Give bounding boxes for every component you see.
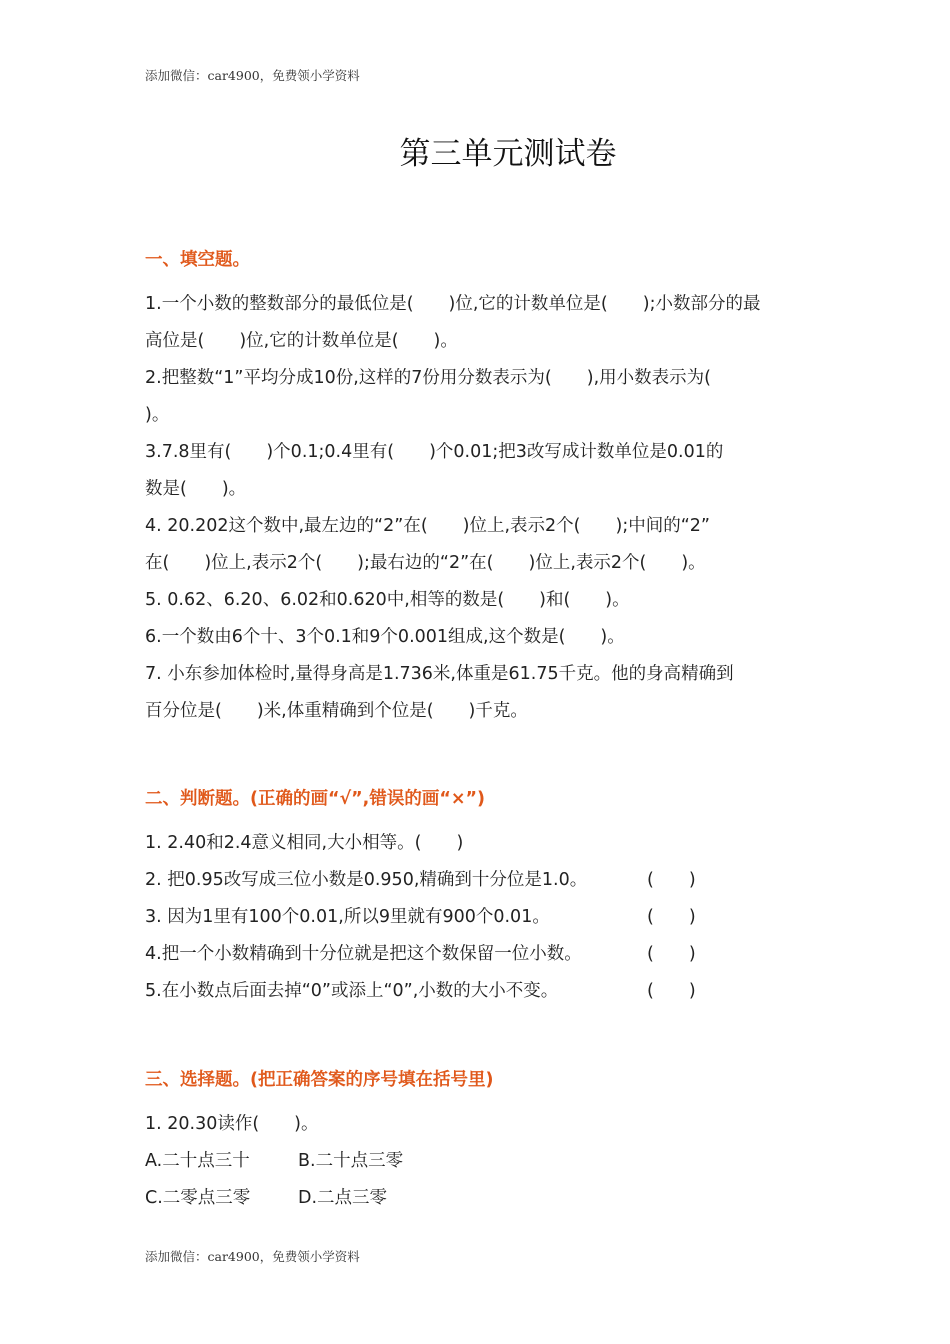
option-b: B.二十点三零	[298, 1151, 404, 1171]
section-heading-multiple-choice: 三、选择题。(把正确答案的序号填在括号里)	[145, 1070, 494, 1090]
question-line: 4. 20.202这个数中,最左边的“2”在( )位上,表示2个( );中间的“2”	[145, 516, 710, 536]
judge-item	[145, 936, 815, 973]
choice-question: 1. 20.30读作( )。	[145, 1114, 319, 1134]
footer-watermark: 添加微信：car4900，免费领小学资料	[145, 1249, 360, 1264]
question-line: 数是( )。	[145, 479, 247, 499]
option-c: C.二零点三零	[145, 1188, 251, 1208]
question-line: )。	[145, 405, 170, 425]
judge-text: 3. 因为1里有100个0.01,所以9里就有900个0.01。	[145, 907, 550, 927]
option-row	[145, 1180, 815, 1217]
answer-bracket: ( )	[647, 944, 696, 964]
option-a: A.二十点三十	[145, 1151, 250, 1171]
fill-blank-questions	[145, 286, 815, 730]
judge-item	[145, 825, 815, 862]
answer-bracket: ( )	[647, 870, 696, 890]
question-line: 高位是( )位,它的计数单位是( )。	[145, 331, 458, 351]
question-line: 3.7.8里有( )个0.1;0.4里有( )个0.01;把3改写成计数单位是0.01的	[145, 442, 724, 462]
question-line: 百分位是( )米,体重精确到个位是( )千克。	[145, 701, 528, 721]
judge-item	[145, 899, 815, 936]
page-title: 第三单元测试卷	[399, 136, 617, 172]
question-line: 1.一个小数的整数部分的最低位是( )位,它的计数单位是( );小数部分的最	[145, 294, 761, 314]
judge-text: 2. 把0.95改写成三位小数是0.950,精确到十分位是1.0。	[145, 870, 588, 890]
question-line: 在( )位上,表示2个( );最右边的“2”在( )位上,表示2个( )。	[145, 553, 706, 573]
option-d: D.二点三零	[298, 1188, 388, 1208]
multiple-choice-questions	[145, 1106, 815, 1217]
question-line: 2.把整数“1”平均分成10份,这样的7份用分数表示为( ),用小数表示为(	[145, 368, 711, 388]
section-heading-fill-blank: 一、填空题。	[145, 250, 250, 270]
answer-bracket: ( )	[647, 981, 696, 1001]
option-row	[145, 1143, 815, 1180]
question-line: 7. 小东参加体检时,量得身高是1.736米,体重是61.75千克。他的身高精确到	[145, 664, 734, 684]
true-false-questions	[145, 825, 815, 1010]
judge-item	[145, 973, 815, 1010]
answer-bracket: ( )	[647, 907, 696, 927]
judge-text: 4.把一个小数精确到十分位就是把这个数保留一位小数。	[145, 944, 582, 964]
header-watermark: 添加微信：car4900，免费领小学资料	[145, 68, 360, 83]
question-line: 5. 0.62、6.20、6.02和0.620中,相等的数是( )和( )。	[145, 590, 630, 610]
judge-item	[145, 862, 815, 899]
judge-text: 5.在小数点后面去掉“0”或添上“0”,小数的大小不变。	[145, 981, 559, 1001]
question-line: 6.一个数由6个十、3个0.1和9个0.001组成,这个数是( )。	[145, 627, 625, 647]
section-heading-true-false: 二、判断题。(正确的画“√”,错误的画“×”)	[145, 789, 485, 809]
judge-text: 1. 2.40和2.4意义相同,大小相等。( )	[145, 833, 464, 853]
